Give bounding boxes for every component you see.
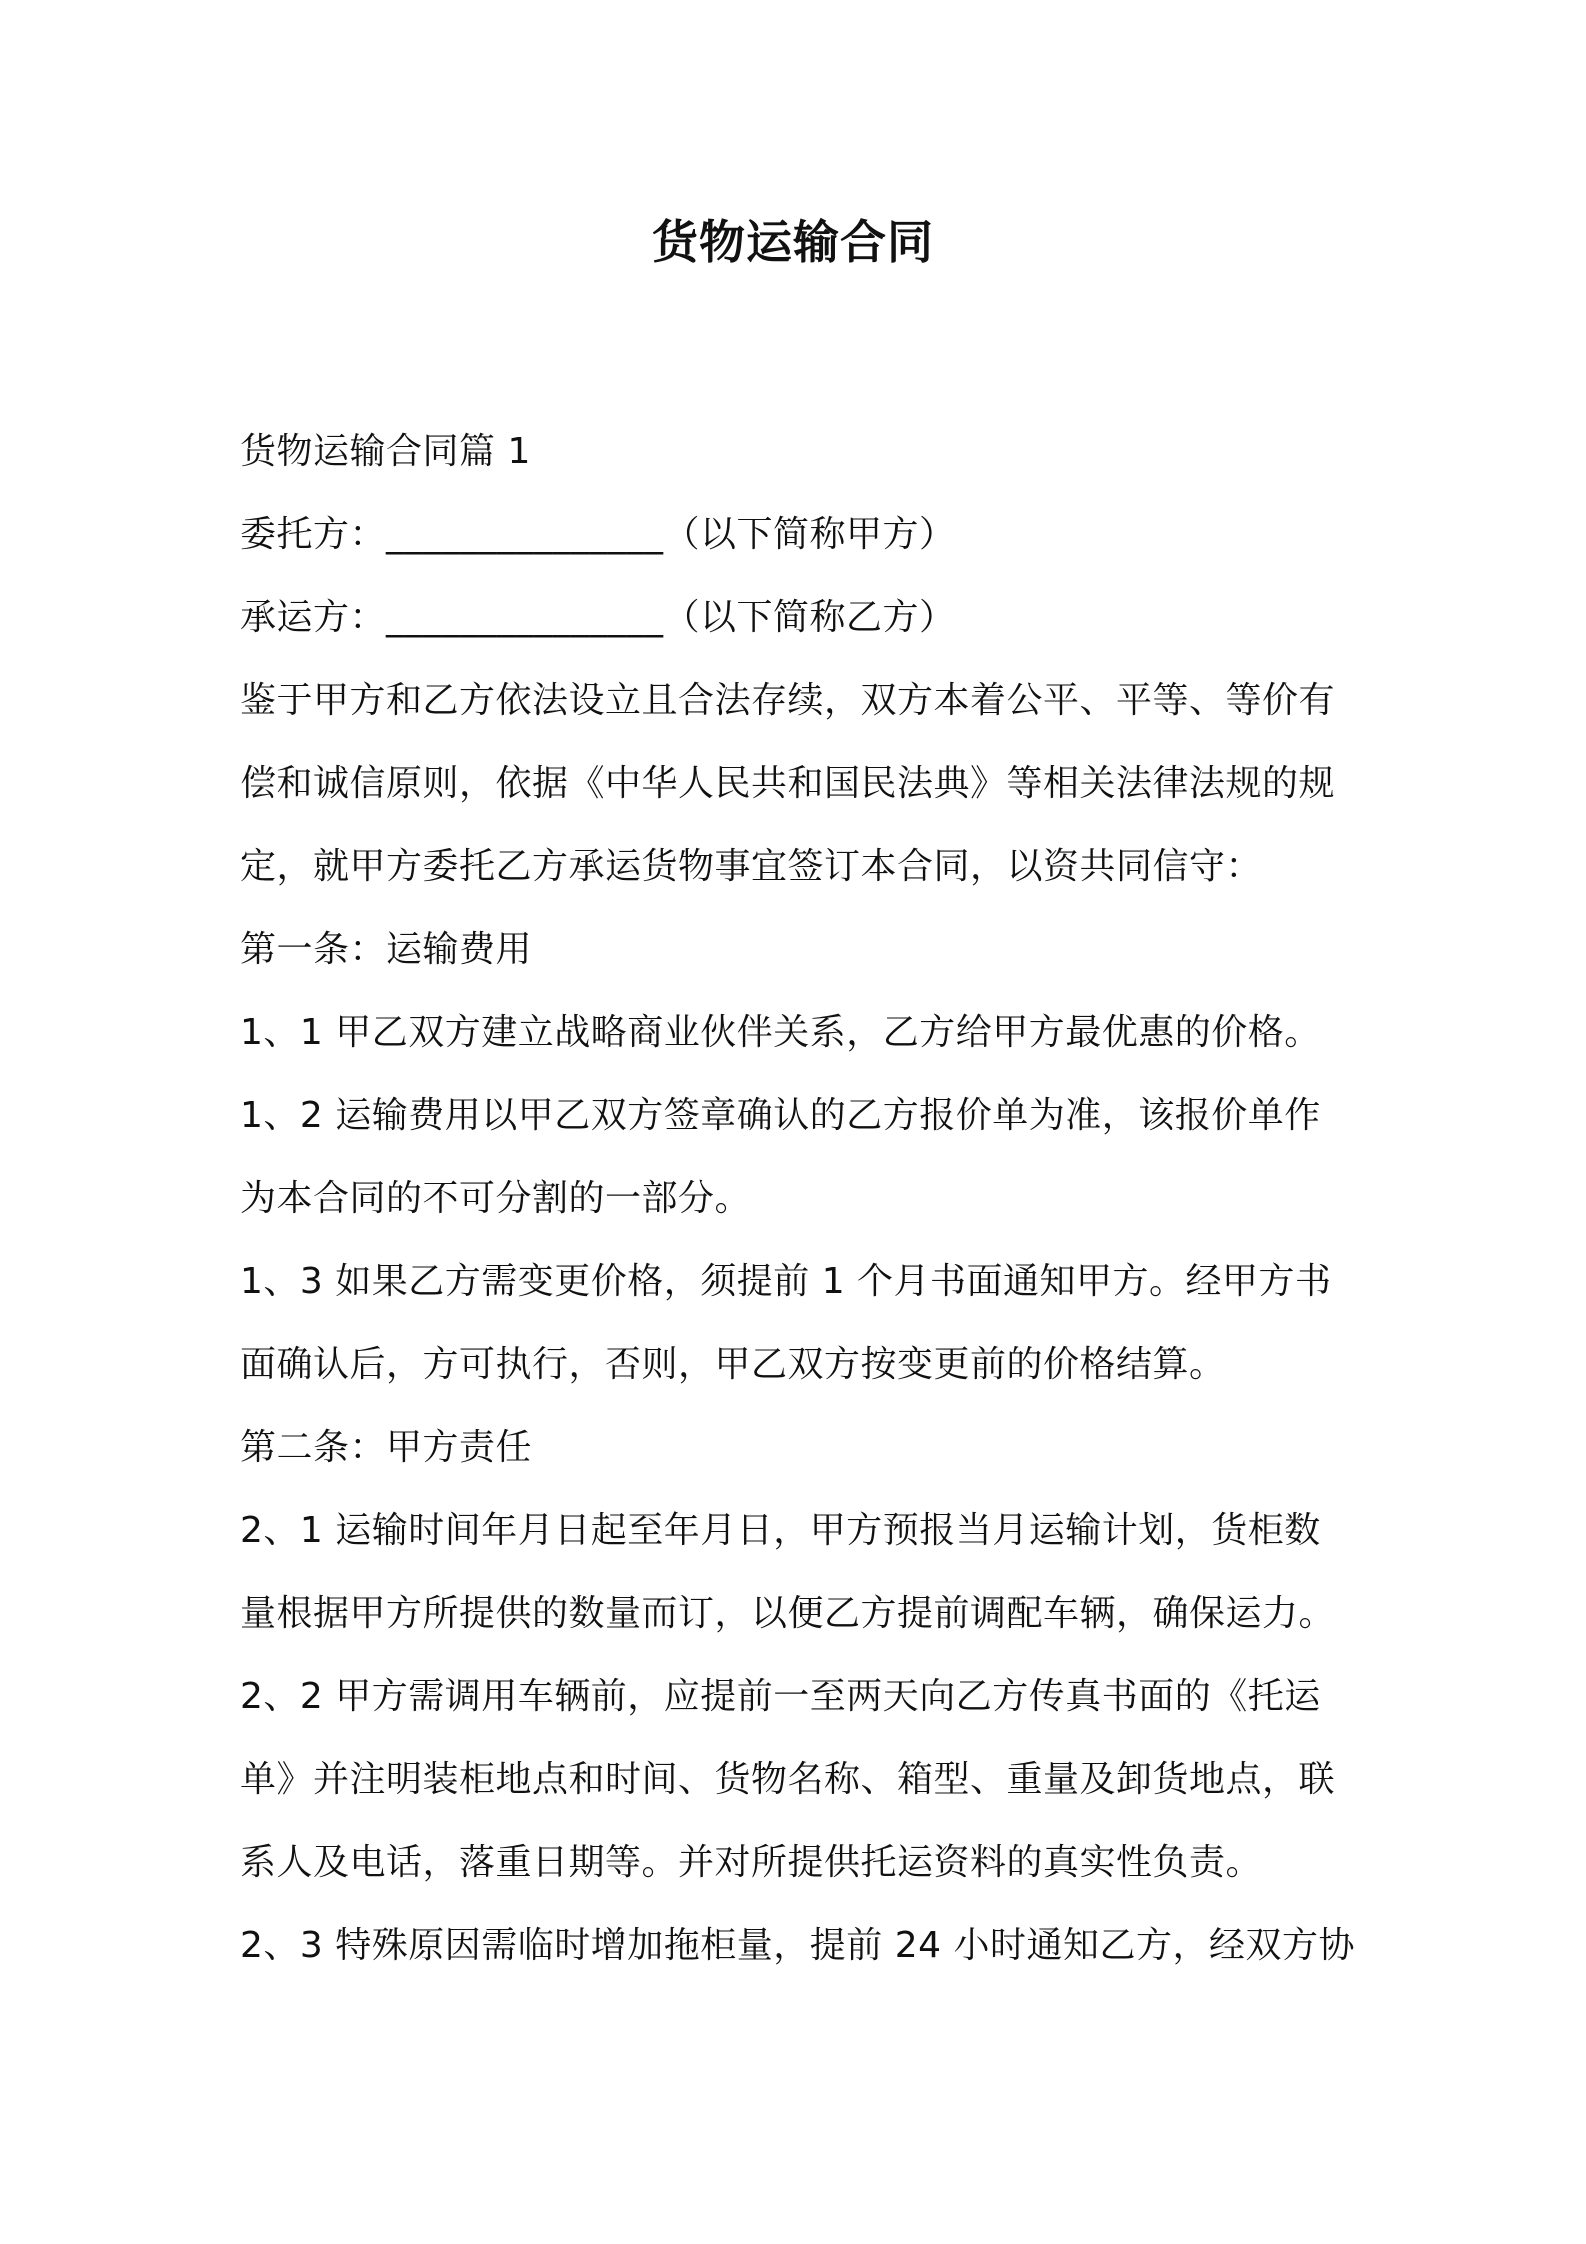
clause-line: 2、3 特殊原因需临时增加拖柜量，提前 24 小时通知乙方，经双方协 <box>240 1925 1355 1966</box>
clause-line: 单》并注明装柜地点和时间、货物名称、箱型、重量及卸货地点，联 <box>240 1759 1336 1800</box>
paragraph-line: 鉴于甲方和乙方依法设立且合法存续，双方本着公平、平等、等价有 <box>240 680 1336 721</box>
clause-line: 1、2 运输费用以甲乙双方签章确认的乙方报价单为准，该报价单作 <box>240 1095 1321 1136</box>
clause-line: 2、1 运输时间年月日起至年月日，甲方预报当月运输计划，货柜数 <box>240 1510 1321 1551</box>
clause-line: 为本合同的不可分割的一部分。 <box>240 1178 752 1219</box>
section-heading: 货物运输合同篇 1 <box>240 431 531 472</box>
carrier-field: 承运方：_______________（以下简称乙方） <box>240 597 956 638</box>
clause-line: 系人及电话，落重日期等。并对所提供托运资料的真实性负责。 <box>240 1842 1263 1883</box>
clause-line: 2、2 甲方需调用车辆前，应提前一至两天向乙方传真书面的《托运 <box>240 1676 1321 1717</box>
clause-line: 面确认后，方可执行，否则，甲乙双方按变更前的价格结算。 <box>240 1344 1226 1385</box>
paragraph-line: 偿和诚信原则，依据《中华人民共和国民法典》等相关法律法规的规 <box>240 763 1336 804</box>
paragraph-line: 定，就甲方委托乙方承运货物事宜签订本合同，以资共同信守： <box>240 846 1263 887</box>
consignor-field: 委托方：_______________（以下简称甲方） <box>240 514 956 555</box>
document-body <box>240 410 1360 1987</box>
clause-line: 1、3 如果乙方需变更价格，须提前 1 个月书面通知甲方。经甲方书 <box>240 1261 1332 1302</box>
article-heading: 第二条：甲方责任 <box>240 1427 533 1468</box>
clause-line: 1、1 甲乙双方建立战略商业伙伴关系，乙方给甲方最优惠的价格。 <box>240 1012 1321 1053</box>
clause-line: 量根据甲方所提供的数量而订，以便乙方提前调配车辆，确保运力。 <box>240 1593 1336 1634</box>
article-heading: 第一条：运输费用 <box>240 929 533 970</box>
document-title: 货物运输合同 <box>652 215 934 269</box>
